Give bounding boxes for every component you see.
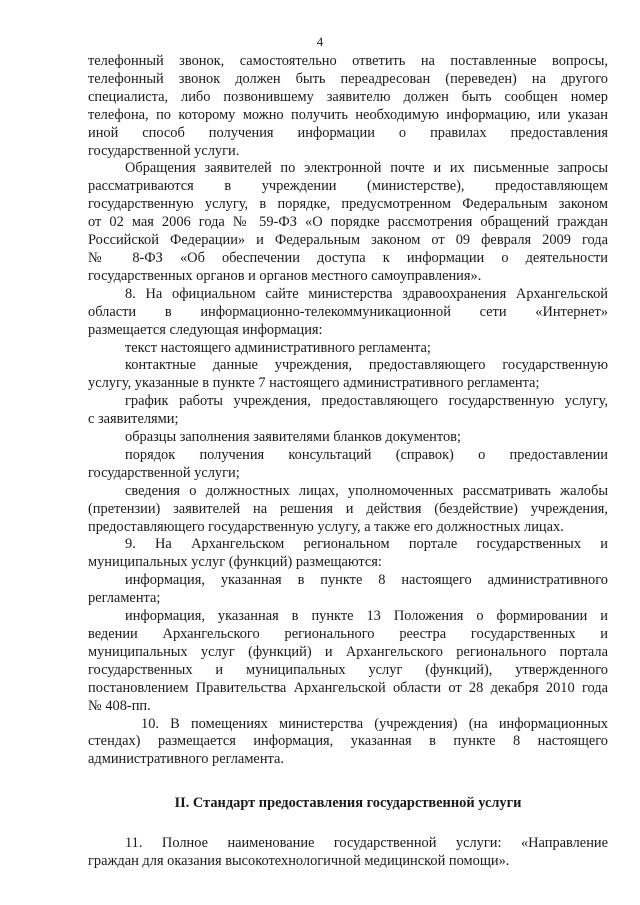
text-line: 9. На Архангельском региональном портале государственных и: [125, 536, 608, 553]
text-line: муниципальных услуг (функций) размещаются:: [88, 554, 382, 571]
text-line: государственной услуги;: [88, 464, 240, 481]
text-line: регламента;: [88, 590, 161, 607]
text-line: 10. В помещениях министерства (учреждения) (на информационных: [141, 715, 608, 732]
text-line: государственной услуги.: [88, 142, 240, 159]
paragraph: [88, 160, 608, 285]
paragraph: [88, 716, 608, 770]
text-line: административного регламента.: [88, 751, 284, 768]
text-line: (претензии) заявителей на решения и действия (бездействие) учреждения,: [88, 500, 608, 517]
paragraph-list: [88, 53, 608, 769]
text-line: с заявителями;: [88, 411, 179, 428]
text-line: информация, указанная в пункте 13 Положения о формировании и: [125, 608, 608, 625]
section-heading: II. Стандарт предоставления государственной услуги: [174, 795, 522, 812]
text-line: телефонный звонок, самостоятельно ответить на поставленные вопросы,: [88, 53, 608, 69]
text-line: предоставляющего государственную услугу, а также его должностных лицах.: [88, 518, 564, 535]
paragraph: [88, 447, 608, 483]
text-line: 11. Полное наименование государственной услуги: «Направление: [125, 835, 608, 852]
text-line: контактные данные учреждения, предоставляющего государственную: [125, 357, 608, 374]
paragraph: [88, 536, 608, 572]
text-line: граждан для оказания высокотехнологичной медицинской помощи».: [88, 853, 510, 870]
page-number: 4: [316, 34, 324, 49]
text-line: размещается следующая информация:: [88, 321, 323, 338]
text-line: государственных и муниципальных услуг (функций), утвержденного: [88, 661, 608, 678]
text-line: 8. На официальном сайте министерства здравоохранения Архангельской: [125, 285, 608, 302]
final-paragraph: [88, 835, 608, 871]
paragraph: [88, 53, 608, 160]
text-line: образцы заполнения заявителями бланков документов;: [125, 429, 461, 446]
text-line: ведении Архангельского регионального реестра государственных и: [88, 626, 608, 642]
text-line: рассматриваются в учреждении (министерстве), предоставляющем: [88, 178, 608, 195]
text-line: постановлением Правительства Архангельской области от 28 декабря 2010 года: [88, 679, 608, 696]
text-line: сведения о должностных лицах, уполномоченных рассматривать жалобы: [125, 482, 608, 499]
paragraph: [88, 608, 608, 715]
paragraph: [88, 340, 608, 358]
document-body: [88, 53, 608, 871]
text-line: иной способ получения информации о правилах предоставления: [88, 124, 608, 141]
text-line: государственных органов и органов местного самоуправления».: [88, 267, 482, 284]
text-line: муниципальных услуг (функций) и Архангельского регионального портала: [88, 643, 608, 660]
text-line: текст настоящего административного регламента;: [125, 339, 431, 356]
text-line: № 408-пп.: [88, 697, 151, 714]
paragraph: [88, 835, 608, 871]
paragraph: [88, 483, 608, 537]
paragraph: [88, 393, 608, 429]
text-line: график работы учреждения, предоставляющего государственную услугу,: [125, 393, 608, 410]
text-line: услугу, указанные в пункте 7 настоящего административного регламента;: [88, 375, 540, 392]
text-line: информация, указанная в пункте 8 настоящего административного: [125, 572, 608, 589]
paragraph: [88, 572, 608, 608]
text-line: государственную услугу, в порядке, предусмотренном Федеральным законом: [88, 196, 608, 213]
paragraph: [88, 286, 608, 340]
text-line: телефонный звонок должен быть переадресован (переведен) на другого: [88, 70, 608, 87]
text-line: Российской Федерации» и Федеральным законом от 09 февраля 2009 года: [88, 232, 608, 249]
text-line: области в информационно-телекоммуникационной сети «Интернет»: [88, 303, 608, 320]
text-line: стендах) размещается информация, указанная в пункте 8 настоящего: [88, 733, 608, 750]
paragraph: [88, 429, 608, 447]
text-line: от 02 мая 2006 года № 59-ФЗ «О порядке рассмотрения обращений граждан: [88, 214, 608, 231]
text-line: порядок получения консультаций (справок) о предоставлении: [125, 446, 608, 463]
text-line: телефона, по которому можно получить необходимую информацию, или указан: [88, 106, 608, 123]
text-line: специалиста, либо позвонившему заявителю должен быть сообщен номер: [88, 88, 608, 105]
text-line: № 8-ФЗ «Об обеспечении доступа к информации о деятельности: [88, 249, 608, 266]
paragraph: [88, 357, 608, 393]
text-line: Обращения заявителей по электронной почте и их письменные запросы: [125, 160, 608, 177]
